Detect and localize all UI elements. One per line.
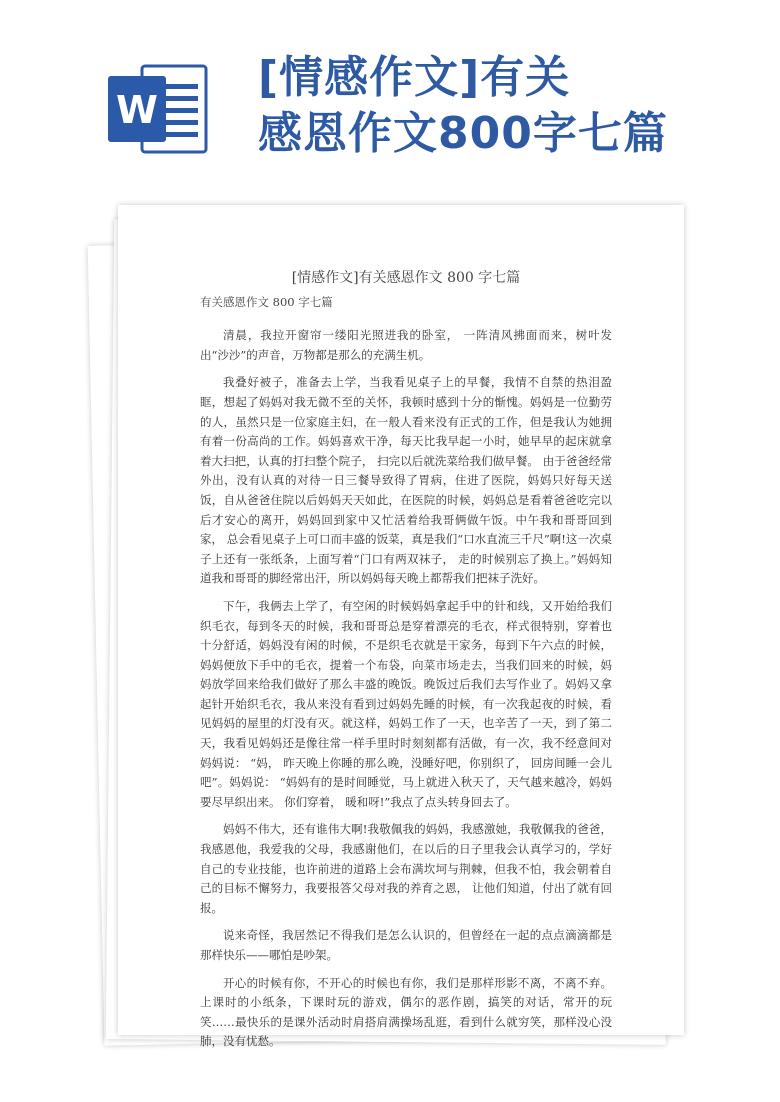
paragraph: 妈妈不伟大，还有谁伟大啊!我敬佩我的妈妈，我感激她，我敬佩我的爸爸，我感恩他，我爱我的父母，我感谢他们，在以后的日子里我会认真学习的，学好自己的专业技能，也许前进的道路上会布满坎坷与荆棘，但我不怕，我会朝着自己的目标不懈努力，我要报答父母对我的养育之恩， 让他们知道，付出了就有回报。	[200, 822, 612, 915]
paragraph: 我叠好被子，准备去上学，当我看见桌子上的早餐，我情不自禁的热泪盈眶，想起了妈妈对我无微不至的关怀，我顿时感到十分的惭愧。妈妈是一位勤劳的人，虽然只是一位家庭主妇，在一般人看来没有正式的工作，但是我认为她拥有着一份高尚的工作。妈妈喜欢干净，每天比我早起一小时，她早早的起床就拿着大扫把，认真的打扫整个院子， 扫完以后就洗菜给我们做早餐。 由于爸爸经常外出，没有认真的对待一日三餐导致得了胃病，住进了医院，妈妈只好每天送饭，自从爸爸住院以后妈妈天天如此，在医院的时候，妈妈总是看着爸爸吃完以后才安心的离开，妈妈回到家中又忙活着给我哥俩做午饭。中午我和哥哥回到家， 总会看见桌子上可口而丰盛的饭菜，真是我们“口水直流三千尺”啊!这一次桌子上还有一张纸条，上面写着“门口有两双袜子， 走的时候别忘了换上。”妈妈知道我和哥哥的脚经常出汗，所以妈妈每天晚上都帮我们把袜子洗好。	[200, 375, 612, 586]
paragraph: 下午，我俩去上学了，有空闲的时候妈妈拿起手中的针和线，又开始给我们织毛衣，每到冬天的时候，我和哥哥总是穿着漂亮的毛衣，样式很特别，穿着也十分舒适，妈妈没有闲的时候，不是织毛衣就是干家务，每到下午六点的时候，妈妈便放下手中的毛衣，提着一个布袋，向菜市场走去，当我们回来的时候，妈妈放学回来给我们做好了那么丰盛的晚饭。晚饭过后我们去写作业了。妈妈又拿起针开始织毛衣，我从来没有看到过妈妈先睡的时候，有一次我起夜的时候，看见妈妈的屋里的灯没有灭。就这样，妈妈工作了一天，也辛苦了一天，到了第二天，我看见妈妈还是像往常一样手里时时刻刻都有活做，有一次，我不经意间对妈妈说： “妈， 昨天晚上你睡的那么晚，没睡好吧，你别织了， 回房间睡一会儿吧”。妈妈说： “妈妈有的是时间睡觉，马上就进入秋天了，天气越来越冷，妈妈要尽早织出来。 你们穿着， 暖和呀!”我点了点头转身回去了。	[200, 598, 612, 809]
word-doc-icon	[108, 62, 208, 156]
paragraph: 清晨，我拉开窗帘一缕阳光照进我的卧室， 一阵清风拂面而来，树叶发出“沙沙”的声音，万物都是那么的充满生机。	[200, 328, 612, 362]
page-title: [情感作文]有关感恩作文 800 字七篇	[291, 270, 521, 286]
paragraph: 开心的时候有你，不开心的时候也有你，我们是那样形影不离，不离不弃。上课时的小纸条，下课时玩的游戏，偶尔的恶作剧，搞笑的对话，常开的玩笑……最快乐的是课外活动时肩搭肩满操场乱逛，看到什么就穷笑，那样没心没肺，没有忧愁。	[200, 975, 612, 1049]
paragraph: 说来奇怪，我居然记不得我们是怎么认识的，但曾经在一起的点点滴滴都是那样快乐——哪怕是吵架。	[200, 928, 612, 962]
banner-title: [情感作文]有关 感恩作文800字七篇	[258, 52, 668, 159]
page-content	[200, 269, 612, 1060]
header-banner	[0, 0, 780, 200]
logo-letter: W	[116, 88, 158, 132]
page-subtitle: 有关感恩作文 800 字七篇	[200, 294, 333, 309]
document-page	[118, 205, 684, 1049]
